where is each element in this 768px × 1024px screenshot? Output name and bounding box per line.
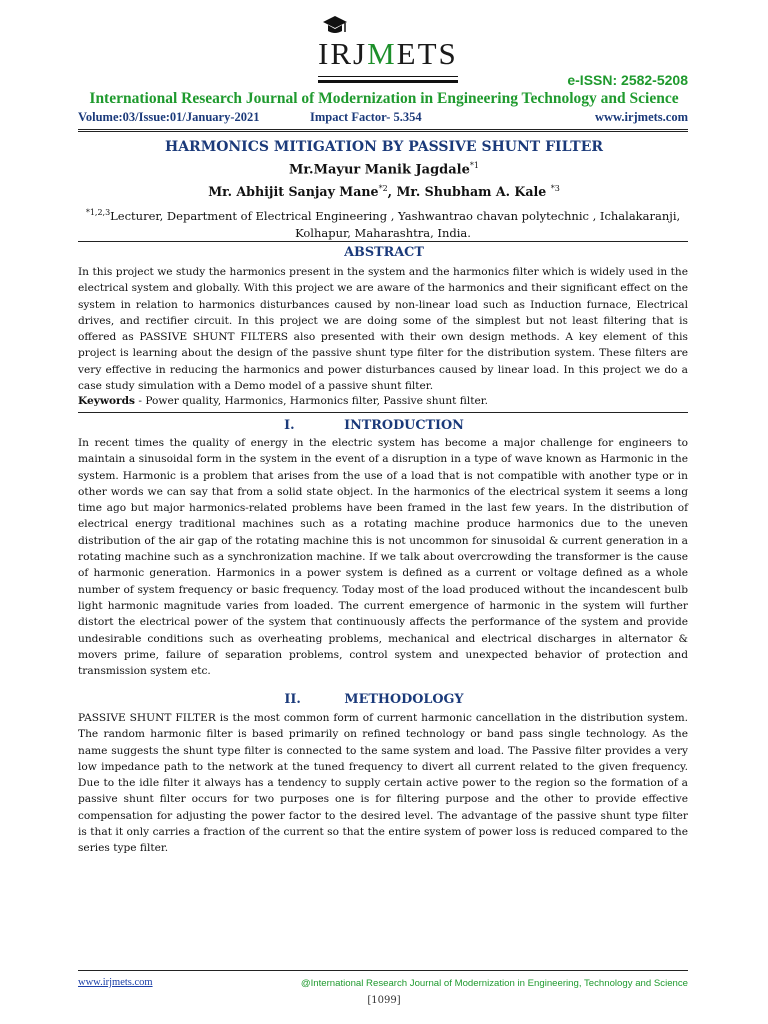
paper-title: HARMONICS MITIGATION BY PASSIVE SHUNT FILTER — [164, 139, 604, 155]
logo-rule — [318, 76, 458, 77]
abstract-heading: ABSTRACT — [344, 245, 424, 260]
journal-name: International Research Journal of Modernization in Engineering Technology and Science — [89, 90, 679, 107]
methodology-text: PASSIVE SHUNT FILTER is the most common form of current harmonic cancellation in the distribution system. The random harmonic filter is based primarily on refined technology or band pass single technology. As the name suggests the shunt type filter is connected to the same system and load. The Passive filter provides a very low impedance path to the network at the tuned frequency to divert all current related to the given frequency. Due to the idle filter it always has a tendency to supply certain active power to the region so the formation of a passive shunt filter occurs for two purposes one is for filtering purpose and the other to provide effective compensation for adjusting the power factor to the desired level. The advantage of the passive shunt type filter is that it only carries a fraction of the current so that the entire system of power loss is reduced compared to the series type filter. — [78, 712, 688, 855]
page-number: [1099] — [367, 995, 401, 1006]
eissn: e-ISSN: 2582-5208 — [567, 72, 688, 88]
author-line-1: Mr.Mayur Manik Jagdale$^{*1}$ — [289, 161, 479, 178]
header-divider — [78, 129, 688, 130]
impact-factor: Impact Factor- 5.354 — [310, 110, 422, 124]
affiliation-divider — [78, 241, 688, 242]
volume-info: Volume:03/Issue:01/January-2021 — [78, 110, 260, 124]
keywords: Keywords - Power quality, Harmonics, Harmonics filter, Passive shunt filter. — [78, 395, 489, 407]
abstract-text: In this project we study the harmonics present in the system and the harmonics filter which is widely used in the electrical system and globally. With this project we are aware of the harmonics and their significant effect on the system in relation to harmonics disturbances caused by non-linear load such as Induction furnace, Electrical drives, and rectifier circuit. In this project we are doing some of the simplest but not least filtering that is offered as PASSIVE SHUNT FILTERS also presented with their own design methods. A key element of this project is learning about the design of the passive shunt type filter for the distribution system. These filters are very effective in reducing the harmonics and power disturbances caused by linear load. In this project we do a case study simulation with a Demo model of a passive shunt filter. — [78, 266, 688, 393]
footer-divider — [78, 970, 688, 971]
footer-website-link[interactable]: www.irjmets.com — [78, 977, 153, 988]
affiliation: $^{*1,2,3}$Lecturer, Department of Electrical Engineering , Yashwantrao chavan polytechnic , Ichalakaranji, Kolhapur, Maharashtra, India. — [85, 208, 681, 240]
abstract-divider — [78, 412, 688, 413]
introduction-heading: I. INTRODUCTION — [284, 418, 464, 433]
volume-line — [78, 110, 688, 128]
website[interactable]: www.irjmets.com — [594, 110, 688, 124]
introduction-text: In recent times the quality of energy in the electric system has become a major challenge for engineers to maintain a sinusoidal form in the system in the event of a disruption in a type of wave known as Harmonic in the system. Harmonic is a problem that arises from the use of a load that is not compatible with another type or in other words we can say that from a solid state object. In the harmonics of the electrical system it seems a long time ago but major harmonics-related problems have been framed in the last few years. In the distribution of electrical energy traditional machines such as a rotating machine produce harmonics due to the uneven distribution of the air gap of the rotating machine this is not uncommon for sinusoidal & current generation in a rotating machine such as a synchronization machine. If we talk about overcrowding the transformer is the cause of harmonic generation. Harmonics in a power system is defined as a current or voltage defined as a whole number of system frequency or basic frequency. Today most of the load produced without the incandescent bulb light harmonic magnitude varies from loaded. The current emergence of harmonic in the system will further distort the electrical power of the system that continuously affects the performance of the system and provide undesirable conditions such as overheating problems, mechanical and electrical discharges in alternator & movers prime, failure of separation problems, control system and unexpected behavior of protection and transmission system etc. — [78, 437, 688, 678]
header-divider-2 — [78, 131, 688, 132]
methodology-heading: II. METHODOLOGY — [284, 692, 464, 707]
author-line-2: Mr. Abhijit Sanjay Mane$^{*2}$, Mr. Shubham A. Kale $^{*3}$ — [208, 184, 560, 200]
logo-wordmark: IRJMETS — [318, 36, 458, 71]
logo-rule-thick — [318, 80, 458, 83]
journal-logo — [310, 14, 460, 80]
footer-copyright: @International Research Journal of Modernization in Engineering, Technology and Science — [300, 978, 688, 989]
